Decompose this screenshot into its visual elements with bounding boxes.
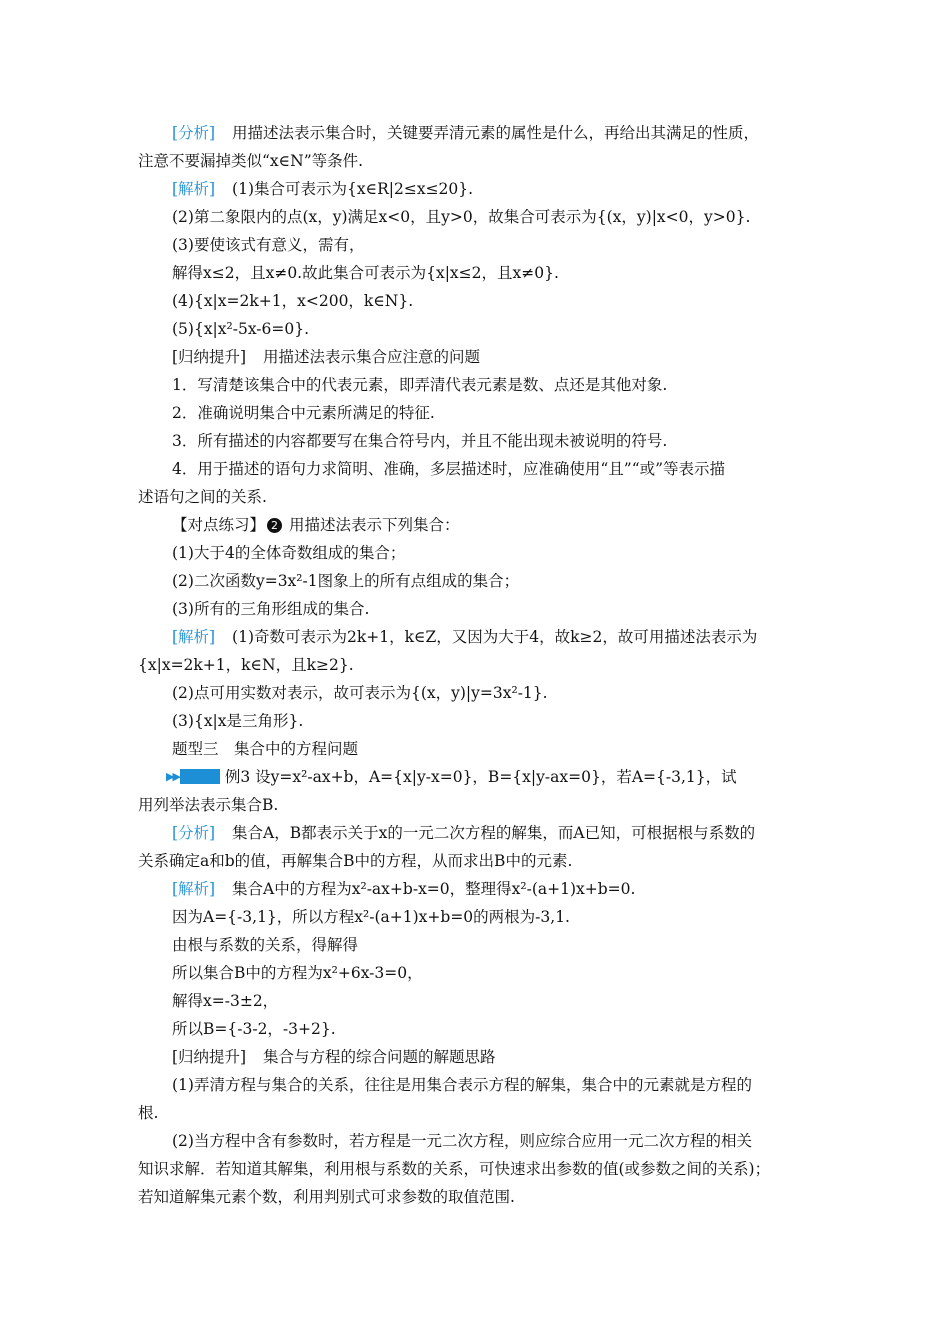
practice-solution-line-4: (3){x|x是三角形}. bbox=[172, 712, 304, 730]
summary-tag: [归纳提升] bbox=[172, 348, 247, 366]
practice-heading bbox=[172, 514, 459, 536]
summary-2-item-1-line-1: (1)弄清方程与集合的关系，往往是用集合表示方程的解集，集合中的元素就是方程的 bbox=[172, 1076, 752, 1094]
practice-item-2: (2)二次函数y=3x²-1图象上的所有点组成的集合； bbox=[172, 572, 520, 590]
practice-solution-line-3: (2)点可用实数对表示，故可表示为{(x，y)|y=3x²-1}. bbox=[172, 684, 548, 702]
analysis-paragraph-2-line-2: 关系确定a和b的值，再解集合B中的方程，从而求出B中的元素. bbox=[138, 852, 573, 870]
practice-solution-line-1 bbox=[172, 626, 757, 648]
summary-2-item-1-line-2: 根. bbox=[138, 1104, 159, 1122]
example-solution-line-5: 解得x=-3±2， bbox=[172, 992, 279, 1010]
solution-tag: [解析] bbox=[172, 880, 216, 898]
solution-line-4: 解得x≤2，且x≠0.故此集合可表示为{x|x≤2，且x≠0}. bbox=[172, 264, 559, 282]
solution-line-1 bbox=[172, 178, 473, 200]
solution-line-5: (4){x|x=2k+1，x<200，k∈N}. bbox=[172, 292, 414, 310]
text: (1)奇数可表示为2k+1，k∈Z，又因为大于4，故k≥2，故可用描述法表示为 bbox=[232, 628, 758, 646]
example-badge-icon: ▶▶ bbox=[166, 764, 220, 788]
summary-item-3: 3．所有描述的内容都要写在集合符号内，并且不能出现未被说明的符号. bbox=[172, 432, 668, 450]
text: 用描述法表示集合应注意的问题 bbox=[263, 348, 481, 366]
solution-tag: [解析] bbox=[172, 628, 216, 646]
summary-item-4-line-2: 述语句之间的关系. bbox=[138, 488, 267, 506]
summary-heading-1 bbox=[172, 346, 480, 368]
solution-tag: [解析] bbox=[172, 180, 216, 198]
example-3-line-2: 用列举法表示集合B. bbox=[138, 796, 279, 814]
practice-label: 【对点练习】 bbox=[172, 516, 266, 534]
example-solution-line-1 bbox=[172, 878, 635, 900]
circled-number-icon: 2 bbox=[267, 518, 282, 533]
analysis-paragraph-1-line-1 bbox=[172, 122, 759, 144]
practice-item-3: (3)所有的三角形组成的集合. bbox=[172, 600, 370, 618]
solution-line-6: (5){x|x²-5x-6=0}. bbox=[172, 320, 310, 338]
analysis-tag: [分析] bbox=[172, 824, 216, 842]
text: 用描述法表示集合时，关键要弄清元素的属性是什么，再给出其满足的性质， bbox=[232, 124, 760, 142]
example-solution-line-6: 所以B={-3-2，-3+2}. bbox=[172, 1020, 336, 1038]
example-3-line-1 bbox=[166, 766, 737, 790]
summary-item-2: 2．准确说明集合中元素所满足的特征. bbox=[172, 404, 435, 422]
summary-2-item-2-line-1: (2)当方程中含有参数时，若方程是一元二次方程，则应综合应用一元二次方程的相关 bbox=[172, 1132, 752, 1150]
summary-tag: [归纳提升] bbox=[172, 1048, 247, 1066]
summary-item-4-line-1: 4．用于描述的语句力求简明、准确，多层描述时，应准确使用“且”“或”等表示描 bbox=[172, 460, 726, 478]
text: 用描述法表示下列集合： bbox=[284, 516, 460, 534]
summary-2-item-2-line-3: 若知道解集元素个数，利用判别式可求参数的取值范围. bbox=[138, 1188, 515, 1206]
analysis-paragraph-1-line-2: 注意不要漏掉类似“x∈N”等条件. bbox=[138, 152, 364, 170]
example-solution-line-3: 由根与系数的关系，得解得 bbox=[172, 936, 359, 954]
text: 集合A中的方程为x²-ax+b-x=0，整理得x²-(a+1)x+b=0. bbox=[232, 880, 636, 898]
analysis-tag: [分析] bbox=[172, 124, 216, 142]
practice-item-1: (1)大于4的全体奇数组成的集合； bbox=[172, 544, 406, 562]
solution-line-2: (2)第二象限内的点(x，y)满足x<0，且y>0，故集合可表示为{(x，y)|x<0，y>0}. bbox=[172, 208, 751, 226]
section-title: 题型三 集合中的方程问题 bbox=[172, 740, 359, 758]
summary-item-1: 1．写清楚该集合中的代表元素，即弄清代表元素是数、点还是其他对象. bbox=[172, 376, 668, 394]
text: 集合A，B都表示关于x的一元二次方程的解集，而A已知，可根据根与系数的 bbox=[232, 824, 756, 842]
practice-solution-line-2: {x|x=2k+1，k∈N，且k≥2}. bbox=[138, 656, 354, 674]
example-solution-line-4: 所以集合B中的方程为x²+6x-3=0， bbox=[172, 964, 423, 982]
summary-2-item-2-line-2: 知识求解．若知道其解集，利用根与系数的关系，可快速求出参数的值(或参数之间的关系)； bbox=[138, 1160, 771, 1178]
text: 例3 设y=x²-ax+b，A={x|y-x=0}，B={x|y-ax=0}，若A={-3,1}，试 bbox=[224, 768, 737, 786]
analysis-paragraph-2-line-1 bbox=[172, 822, 755, 844]
summary-heading-2 bbox=[172, 1046, 496, 1068]
example-solution-line-2: 因为A={-3,1}，所以方程x²-(a+1)x+b=0的两根为-3,1. bbox=[172, 908, 570, 926]
solution-line-3: (3)要使该式有意义，需有， bbox=[172, 236, 365, 254]
text: 集合与方程的综合问题的解题思路 bbox=[263, 1048, 496, 1066]
text: (1)集合可表示为{x∈R|2≤x≤20}. bbox=[232, 180, 474, 198]
